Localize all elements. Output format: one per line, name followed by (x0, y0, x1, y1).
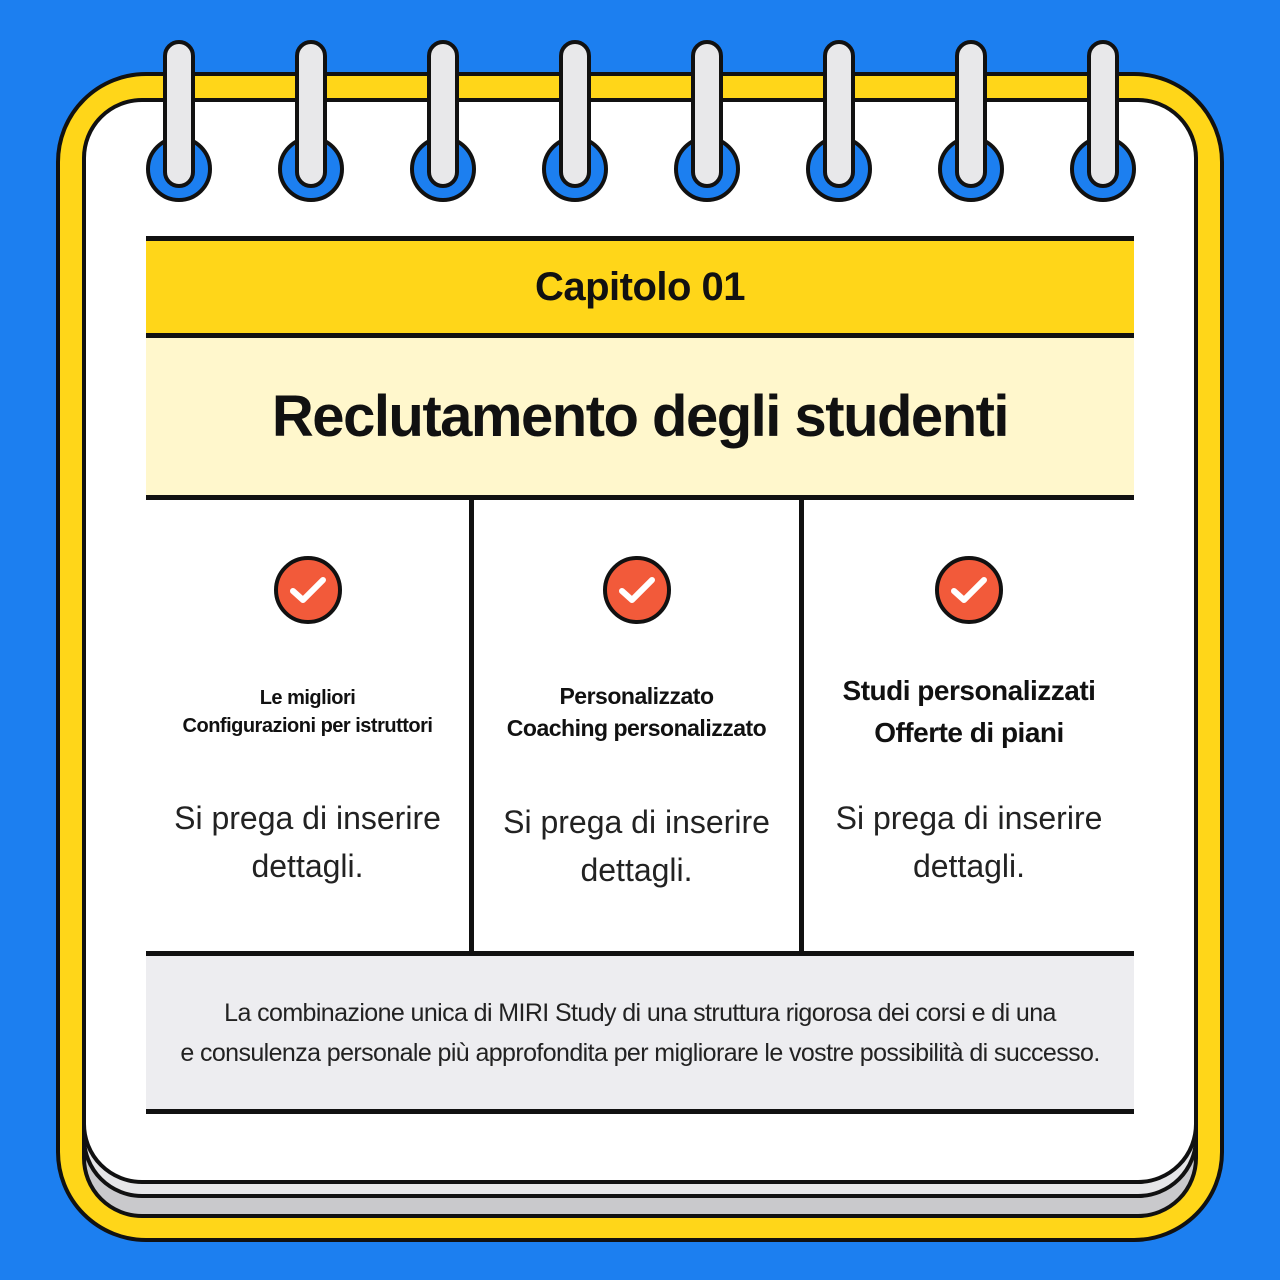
page-title: Reclutamento degli studenti (146, 338, 1134, 500)
feature-description: Si prega di inserire dettagli. (835, 800, 1103, 884)
binder-ring-icon (1070, 40, 1134, 200)
feature-column (474, 500, 804, 956)
binder-ring-icon (410, 40, 474, 200)
binder-ring-icon (278, 40, 342, 200)
binder-ring-icon (938, 40, 1002, 200)
check-icon (603, 556, 671, 624)
feature-description: Si prega di inserire dettagli. (174, 800, 441, 884)
feature-columns (146, 500, 1134, 956)
chapter-label: Capitolo 01 (146, 236, 1134, 338)
binder-ring-icon (542, 40, 606, 200)
footer-line: La combinazione unica di MIRI Study di una struttura rigorosa dei corsi e di una (224, 998, 1056, 1027)
binder-ring-icon (146, 40, 210, 200)
binder-ring-icon (806, 40, 870, 200)
feature-description: Si prega di inserire dettagli. (503, 804, 770, 888)
binder-ring-icon (674, 40, 738, 200)
feature-title: Studi personalizzati Offerte di piani (842, 675, 1096, 748)
check-icon (274, 556, 342, 624)
feature-column (804, 500, 1134, 956)
feature-column (146, 500, 474, 956)
check-icon (935, 556, 1003, 624)
footer-line: e consulenza personale più approfondita per migliorare le vostre possibilità di successo. (180, 1038, 1100, 1067)
feature-title: Personalizzato Coaching personalizzato (506, 683, 767, 742)
footer-summary (146, 956, 1134, 1114)
feature-title: Le migliori Configurazioni per istruttori (182, 687, 433, 737)
